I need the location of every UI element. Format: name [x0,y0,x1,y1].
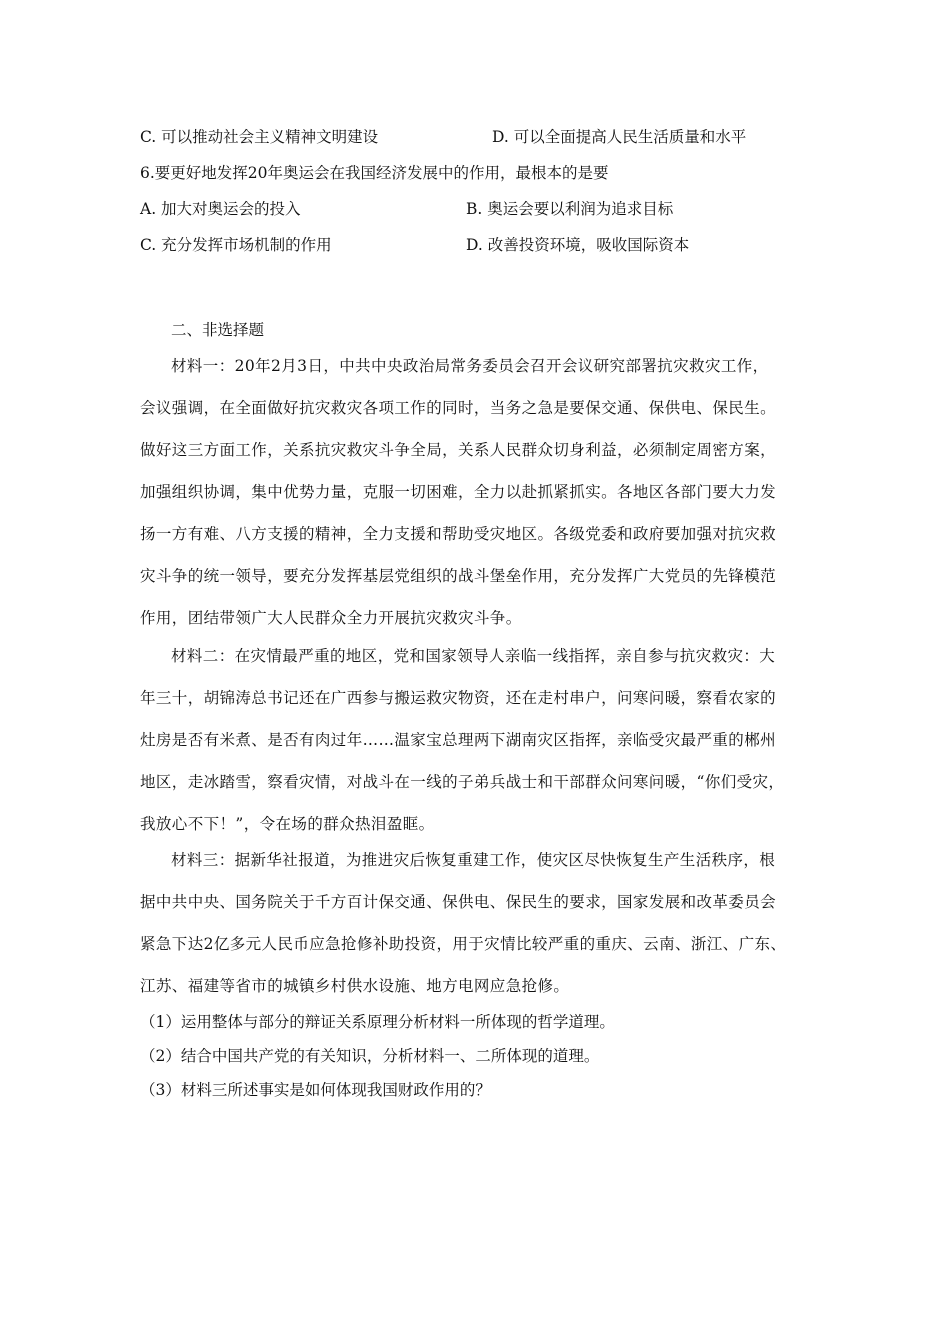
material1-line: 扬一方有难、八方支援的精神，全力支援和帮助受灾地区。各级党委和政府要加强对抗灾救 [140,525,777,543]
material2-line: 地区，走冰踏雪，察看灾情，对战斗在一线的子弟兵战士和干部群众问寒问暖，“你们受灾， [140,773,785,791]
section-heading: 二、非选择题 [171,321,265,339]
q5-option-d: D. 可以全面提高人民生活质量和水平 [492,128,747,146]
material2-line: 灶房是否有米煮、是否有肉过年……温家宝总理两下湖南灾区指挥，亲临受灾最严重的郴州 [140,731,777,749]
q6-stem: 6.要更好地发挥20年奥运会在我国经济发展中的作用，最根本的是要 [140,164,609,182]
prompt-3: （3）材料三所述事实是如何体现我国财政作用的？ [140,1081,491,1099]
q6-option-a: A. 加大对奥运会的投入 [140,200,301,218]
material1-line: 做好这三方面工作，关系抗灾救灾斗争全局，关系人民群众切身利益，必须制定周密方案， [140,441,777,459]
material1-line: 加强组织协调，集中优势力量，克服一切困难，全力以赴抓紧抓实。各地区各部门要大力发 [140,483,777,501]
material1-line: 灾斗争的统一领导，要充分发挥基层党组织的战斗堡垒作用，充分发挥广大党员的先锋模范 [140,567,777,585]
q6-option-d: D. 改善投资环境，吸收国际资本 [466,236,690,254]
material1-line: 作用，团结带领广大人民群众全力开展抗灾救灾斗争。 [140,609,522,627]
material2-line: 我放心不下！”，令在场的群众热泪盈眶。 [140,815,435,833]
prompt-1: （1）运用整体与部分的辩证关系原理分析材料一所体现的哲学道理。 [140,1013,615,1031]
material1-line: 会议强调，在全面做好抗灾救灾各项工作的同时，当务之急是要保交通、保供电、保民生。 [140,399,777,417]
prompt-2: （2）结合中国共产党的有关知识，分析材料一、二所体现的道理。 [140,1047,600,1065]
q6-option-b: B. 奥运会要以利润为追求目标 [466,200,674,218]
q5-option-c: C. 可以推动社会主义精神文明建设 [140,128,379,146]
material1-line: 材料一：20年2月3日，中共中央政治局常务委员会召开会议研究部署抗灾救灾工作， [171,357,769,375]
material3-line: 紧急下达2亿多元人民币应急抢修补助投资，用于灾情比较严重的重庆、云南、浙江、广东、 [140,935,787,953]
material3-line: 江苏、福建等省市的城镇乡村供水设施、地方电网应急抢修。 [140,977,570,995]
material2-line: 材料二：在灾情最严重的地区，党和国家领导人亲临一线指挥，亲自参与抗灾救灾：大 [171,647,776,665]
material3-line: 据中共中央、国务院关于千方百计保交通、保供电、保民生的要求，国家发展和改革委员会 [140,893,777,911]
material3-line: 材料三：据新华社报道，为推进灾后恢复重建工作，使灾区尽快恢复生产生活秩序，根 [171,851,776,869]
material2-line: 年三十，胡锦涛总书记还在广西参与搬运救灾物资，还在走村串户，问寒问暖，察看农家的 [140,689,777,707]
q6-option-c: C. 充分发挥市场机制的作用 [140,236,332,254]
